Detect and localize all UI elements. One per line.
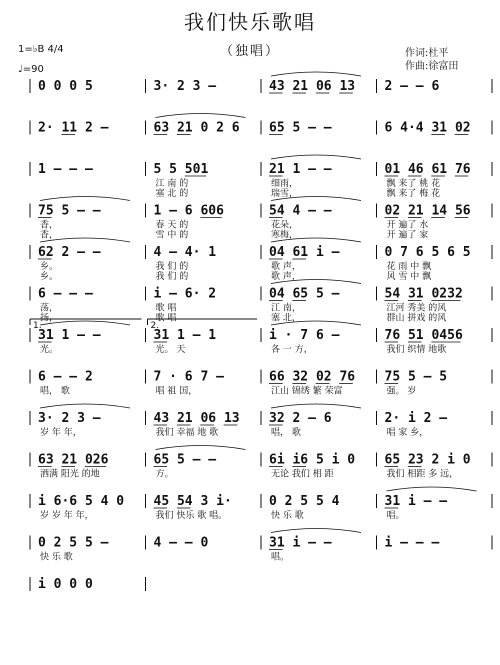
slur-mark — [271, 529, 361, 533]
lyric-text: 我 们 的 — [155, 262, 189, 272]
measure-notes: 0 2 5 5 4 — [269, 494, 340, 509]
lyric-text: 唱， 歌 — [271, 428, 301, 438]
lyric-text: 飘 来了 桃 花 — [386, 179, 441, 189]
measure-notes: 2· i 2 – — [384, 411, 448, 426]
lyric-text: 我们 快乐 歌 唱。 — [155, 511, 228, 521]
lyric-text: 开 遍了 水 — [386, 220, 429, 231]
measure-notes: 6i i6 5 i 0 — [269, 452, 356, 468]
lyric-text: 瑞雪， — [271, 189, 299, 199]
lyric-text: 香， — [40, 220, 59, 231]
measure-notes: 66 32 02 76 — [269, 369, 356, 385]
lyric-text: 花朵， — [271, 220, 299, 231]
measure-notes: 0 0 0 5 — [38, 79, 93, 94]
lyric-text: 各 一 方， — [271, 345, 313, 355]
slur-mark — [40, 404, 130, 408]
measure-notes: 63 21 0 2 6 — [153, 120, 240, 136]
measure-notes: 7 · 6 7 – — [153, 369, 224, 385]
lyric-text: 我们 相距 多 远， — [386, 469, 459, 480]
lyric-text: 江 南 的 — [155, 179, 189, 189]
lyric-text: 方。 — [155, 469, 174, 480]
measure-notes: 04 65 5 – — [269, 286, 340, 302]
measure-notes: 75 5 – 5 — [384, 369, 448, 385]
measure-notes: 31 1 – – — [38, 328, 101, 343]
lyric-text: 唱 家 乡， — [386, 428, 429, 438]
lyric-text: 乡。 — [40, 262, 59, 272]
measure-notes: 54 4 – – — [269, 203, 332, 219]
lyric-text: 细雨， — [271, 179, 299, 189]
measure-notes: 2 – – 6 — [384, 79, 440, 94]
lyric-text: 无论 我们 相 距 — [271, 469, 334, 480]
lyric-text: 岁 岁 年 年， — [40, 511, 94, 521]
lyric-text: 我 们 的 — [155, 272, 189, 282]
measure-notes: i 6·6 5 4 0 — [38, 494, 125, 509]
lyric-text: 我们 织情 地歌 — [386, 345, 447, 355]
measure-notes: i · 7 6 – — [269, 328, 340, 343]
lyric-text: 群山 拼戏 的风 — [386, 313, 447, 324]
lyric-text: 快 乐 歌 — [40, 552, 73, 563]
measure-notes: 5 5 501 — [153, 162, 209, 177]
measure-notes: i – – – — [384, 535, 440, 551]
measure-notes: 43 21 06 13 — [153, 411, 240, 426]
measure-notes: 45 54 3 i· — [153, 494, 232, 509]
lyric-text: 江 南， — [271, 303, 301, 314]
lyric-text: 花 雨 中 飘 — [386, 262, 432, 272]
lyric-text: 唱。 — [386, 511, 405, 521]
measure-notes: 3· 2 3 – — [153, 79, 217, 94]
measure-notes: 3· 2 3 – — [38, 411, 101, 426]
lyric-text: 歌 声， — [271, 272, 301, 282]
measure-notes: 4 – – 0 — [153, 535, 209, 551]
lyric-text: 扬， — [40, 313, 59, 324]
lyric-text: 岁 年 年， — [40, 428, 82, 438]
measure-notes: i – 6· 2 — [153, 286, 217, 302]
lyric-text: 我们 幸福 地 歌 — [155, 428, 219, 438]
slur-mark — [271, 155, 361, 159]
slur-mark — [387, 487, 477, 491]
lyric-text: 歌 唱 — [155, 313, 177, 324]
key-text: 1=♭B — [18, 44, 45, 55]
measure-notes: 6 – – – — [38, 286, 93, 302]
volta-1-label: 1. — [33, 321, 42, 331]
lyric-text: 春 天 的 — [155, 220, 189, 231]
slur-mark — [40, 197, 130, 201]
measure-notes: 6 4·4 31 02 — [384, 120, 471, 136]
composer-credit: 作曲:徐富田 — [405, 61, 459, 72]
slur-mark — [271, 404, 361, 408]
measure-notes: 1 – – – — [38, 162, 93, 177]
slur-mark — [156, 114, 246, 118]
measure-notes: 31 i – – — [384, 494, 448, 509]
measure-notes: 65 5 – – — [269, 120, 332, 136]
lyric-text: 香， — [40, 230, 59, 241]
measure-notes: 21 1 – – — [269, 162, 332, 177]
measure-notes: 65 5 – – — [153, 452, 217, 468]
measure-notes: 62 2 – – — [38, 245, 101, 260]
volta-2-label: 2. — [150, 321, 160, 331]
measure-notes: 31 1 – 1 — [153, 328, 217, 343]
lyric-text: 寒梅， — [271, 230, 299, 241]
measure-notes: 6 – – 2 — [38, 369, 93, 385]
lyric-text: 开 遍了 家 — [386, 230, 429, 241]
song-title: 我们快乐歌唱 — [184, 10, 316, 34]
slur-mark — [271, 72, 361, 76]
lyric-text: 江山 锦绣 繁 荣富 — [271, 386, 343, 397]
measure-notes: 63 21 026 — [38, 452, 109, 468]
measure-notes: 65 23 2 i 0 — [384, 452, 471, 468]
lyric-text: 洒满 阳光 的地 — [40, 469, 100, 480]
measure-notes: 43 21 06 13 — [269, 79, 356, 94]
measure-notes: 2· 11 2 – — [38, 120, 109, 136]
slur-mark — [156, 446, 246, 450]
measure-notes: 31 i – – — [269, 535, 332, 551]
lyric-text: 塞 北， — [271, 313, 301, 324]
measure-notes: 01 46 61 76 — [384, 162, 471, 177]
lyric-text: 乡。 — [40, 272, 59, 282]
measure-notes: 54 31 0232 — [384, 286, 463, 302]
measure-notes: 32 2 – 6 — [269, 411, 332, 426]
measure-notes: 0 7 6 5 6 5 — [384, 245, 471, 260]
tempo-marking: ♩=90 — [18, 64, 44, 75]
time-signature: 4/4 — [47, 44, 64, 55]
measure-notes: 4 – 4· 1 — [153, 245, 217, 260]
measure-notes: 0 2 5 5 – — [38, 535, 109, 551]
lyricist-credit: 作词:杜平 — [405, 48, 449, 59]
song-subtitle: （独唱） — [219, 44, 280, 59]
lyric-text: 风 雪 中 飘 — [386, 272, 432, 282]
lyric-text: 江河 秀美 的风 — [386, 303, 447, 314]
lyric-text: 光。 天 — [155, 345, 186, 355]
lyric-text: 唱， 歌 — [40, 386, 70, 397]
lyric-text: 唱。 — [271, 552, 290, 563]
lyric-text: 飘 来了 梅 花 — [386, 189, 441, 199]
lyric-text: 雪 中 的 — [155, 230, 189, 241]
lyric-text: 荡， — [40, 303, 59, 314]
measure-notes: 75 5 – – — [38, 203, 101, 219]
measure-notes: 1 – 6 606 — [153, 203, 224, 219]
lyric-text: 歌 声， — [271, 262, 301, 272]
lyric-text: 塞 北 的 — [155, 189, 189, 199]
lyric-text: 唱 祖 国， — [155, 386, 198, 397]
measure-notes: 02 21 14 56 — [384, 203, 471, 219]
measure-notes: 04 61 i – — [269, 245, 340, 260]
lyric-text: 快 乐 歌 — [271, 511, 304, 521]
lyric-text: 强。 岁 — [386, 386, 417, 397]
lyric-text: 光。 — [40, 345, 59, 355]
measure-notes: 76 51 0456 — [384, 328, 463, 343]
measure-notes: i 0 0 0 — [38, 577, 93, 592]
lyric-text: 歌 唱 — [155, 303, 177, 314]
